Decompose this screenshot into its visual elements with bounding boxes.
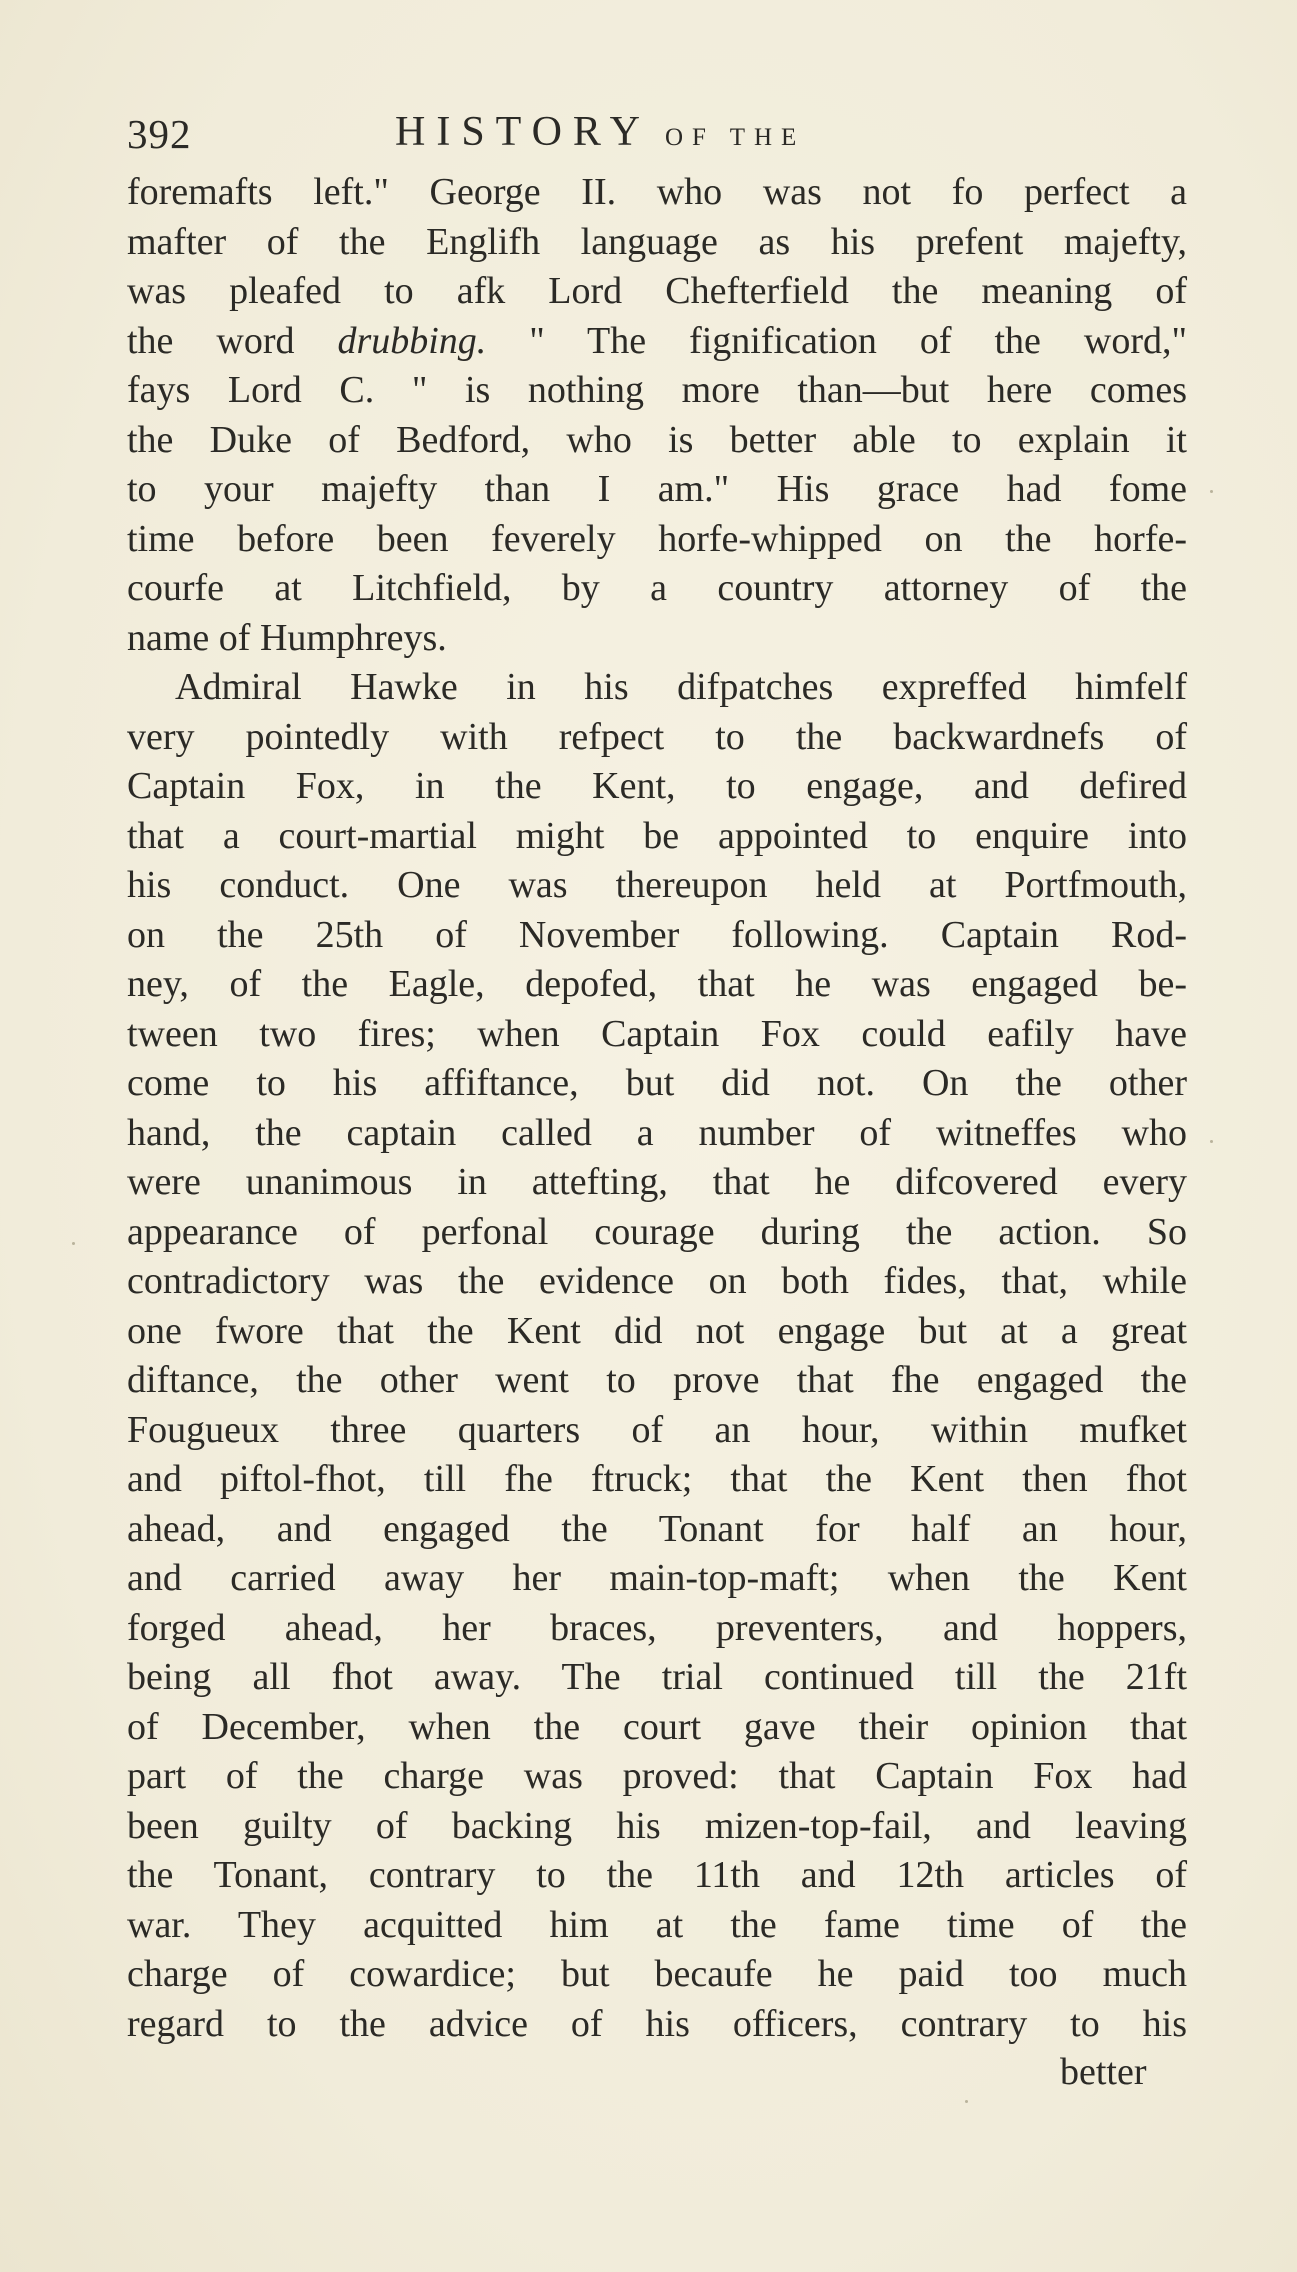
paper-speck	[1210, 490, 1213, 493]
text-line: to your majefty than I am." His grace had fome	[127, 468, 1187, 510]
text-line: very pointedly with refpect to the backwardnefs of	[127, 715, 1187, 758]
text-line: diftance, the other went to prove that fhe engaged the	[127, 1359, 1187, 1401]
body-text	[127, 168, 1187, 2049]
text-line: war. They acquitted him at the fame time of the	[127, 1903, 1187, 1946]
text-line: being all fhot away. The trial continued till the 21ft	[127, 1656, 1187, 1698]
running-head-of-the: OF THE	[664, 124, 806, 151]
running-head	[395, 108, 805, 156]
page-header	[127, 108, 1187, 164]
text-line: name of Humphreys.	[127, 616, 447, 659]
text-line: ney, of the Eagle, depofed, that he was engaged be-	[127, 963, 1187, 1005]
text-line: and carried away her main-top-maft; when the Kent	[127, 1557, 1187, 1599]
paper-speck	[72, 1242, 75, 1245]
italic-word: drubbing.	[337, 319, 487, 362]
text-line: one fwore that the Kent did not engage but at a great	[127, 1309, 1187, 1352]
running-head-title: HISTORY	[395, 109, 651, 155]
text-line: hand, the captain called a number of witneffes who	[127, 1111, 1187, 1154]
text-line: Fougueux three quarters of an hour, within mufket	[127, 1408, 1187, 1451]
text-line: courfe at Litchfield, by a country attorney of the	[127, 567, 1187, 609]
text-line: on the 25th of November following. Captain Rod-	[127, 913, 1187, 956]
text-line: charge of cowardice; but becaufe he paid too much	[127, 1953, 1187, 1995]
text-line: that a court-martial might be appointed to enquire into	[127, 814, 1187, 857]
text-line: his conduct. One was thereupon held at Portfmouth,	[127, 864, 1187, 906]
text-line: the Duke of Bedford, who is better able to explain it	[127, 418, 1187, 461]
catchword: better	[1060, 2051, 1147, 2093]
text-line: appearance of perfonal courage during the action. So	[127, 1210, 1187, 1253]
text-line: time before been feverely horfe-whipped on the horfe-	[127, 517, 1187, 560]
page-number: 392	[127, 111, 192, 157]
text-line: the word drubbing. " The fignification of the word,"	[127, 319, 1187, 362]
text-line: come to his affiftance, but did not. On the other	[127, 1062, 1187, 1104]
text-line: part of the charge was proved: that Captain Fox had	[127, 1755, 1187, 1797]
text-line: and piftol-fhot, till fhe ftruck; that the Kent then fhot	[127, 1458, 1187, 1500]
text-line: regard to the advice of his officers, contrary to his	[127, 2002, 1187, 2045]
text-line: been guilty of backing his mizen-top-fail, and leaving	[127, 1804, 1187, 1847]
text-line: foremafts left." George II. who was not fo perfect a	[127, 171, 1187, 213]
text-line: ahead, and engaged the Tonant for half an hour,	[127, 1507, 1187, 1550]
text-line: fays Lord C. " is nothing more than—but here comes	[127, 369, 1187, 411]
text-line: tween two fires; when Captain Fox could eafily have	[127, 1012, 1187, 1055]
paper-speck	[965, 2100, 968, 2103]
text-line: the Tonant, contrary to the 11th and 12th articles of	[127, 1854, 1187, 1896]
text-line: Admiral Hawke in his difpatches expreffed himfelf	[175, 666, 1187, 708]
text-line: mafter of the Englifh language as his prefent majefty,	[127, 220, 1187, 263]
text-line: were unanimous in attefting, that he difcovered every	[127, 1161, 1187, 1203]
text-line: was pleafed to afk Lord Chefterfield the meaning of	[127, 270, 1187, 312]
text-line: of December, when the court gave their opinion that	[127, 1705, 1187, 1748]
text-line: forged ahead, her braces, preventers, and hoppers,	[127, 1606, 1187, 1649]
paper-speck	[1210, 1140, 1213, 1143]
text-line: Captain Fox, in the Kent, to engage, and defired	[127, 765, 1187, 807]
text-line: contradictory was the evidence on both fides, that, while	[127, 1260, 1187, 1302]
